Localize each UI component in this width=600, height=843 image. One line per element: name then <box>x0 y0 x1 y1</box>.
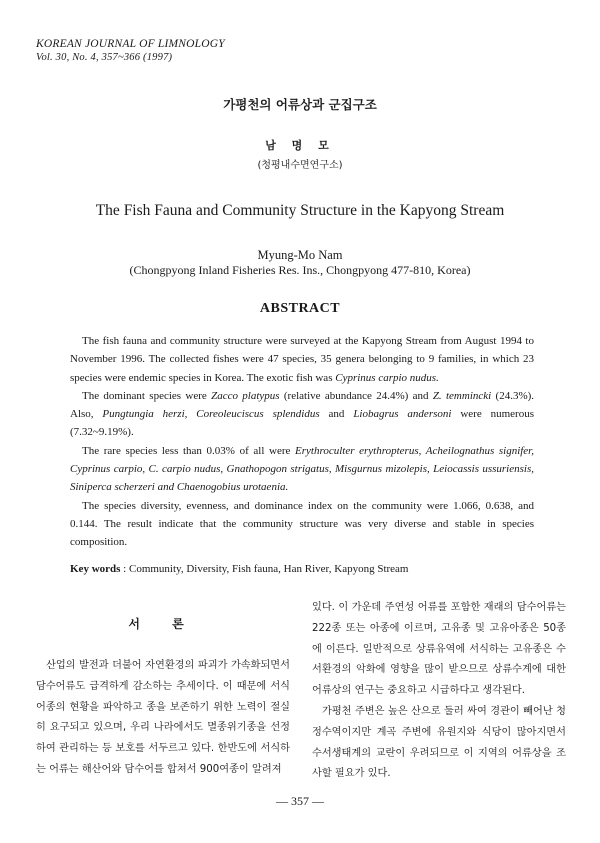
abstract-p1-text: The fish fauna and community structure were surveyed at the Kapyong Stream from August 1994 to November 1996. The collected fishes were 47 species, 35 genera belonging to 9 families, in which 23 species were endemic species in Korea. The exotic fish was <box>70 335 534 384</box>
english-affiliation: (Chongpyong Inland Fisheries Res. Ins., Chongpyong 477-810, Korea) <box>129 263 471 277</box>
abstract-paragraph-3 <box>70 442 534 497</box>
abstract-p3-a: The rare species less than 0.03% of all were <box>82 444 291 457</box>
abstract-paragraph-2 <box>70 387 534 442</box>
abstract-p2-d: Z. temmincki <box>432 389 492 402</box>
intro-right-paragraph-1: 있다. 이 가운데 주연성 어류를 포함한 재래의 담수어류는 222종 또는 아종에 이르며, 고유종 및 고유아종은 50종에 이른다. 일반적으로 상류유역에 서식하는 고유종은 수서환경의 악화에 영향을 많이 받으므로 상류수계에 대한 어류상의 연구는 중요하고 시급하다고 생각된다. <box>312 602 566 697</box>
abstract-p2-c: (relative abundance 24.4%) and <box>283 389 429 402</box>
journal-name: KOREAN JOURNAL OF LIMNOLOGY <box>36 38 225 50</box>
korean-author: 남 명 모 <box>265 139 335 152</box>
abstract-body <box>70 332 534 552</box>
journal-header <box>36 37 225 65</box>
korean-title: 가평천의 어류상과 군집구조 <box>223 97 377 112</box>
abstract-p2-f: Pungtungia herzi, Coreoleuciscus splendidus <box>102 408 320 421</box>
abstract-paragraph-1 <box>70 332 534 387</box>
intro-left-paragraph: 산업의 발전과 더불어 자연환경의 파괴가 가속화되면서 담수어류도 급격하게 감소하는 추세이다. 이 때문에 서식 어종의 현황을 파악하고 종을 보존하기 위한 노력이 절실히 요구되고 있으며, 우리 나라에서도 멸종위기종을 선정하여 관리하는 등 보호를 서두르고 있다. 한반도에 서식하는 어류는 해산어와 담수어를 합쳐서 900여종이 알려져 <box>36 660 290 775</box>
abstract-heading: ABSTRACT <box>259 301 341 316</box>
abstract-p3-b: Erythroculter erythropterus, Acheilognathus signifer, Cyprinus carpio, C. carpio nudus, Gnathopogon strigatus, Misgurnus mizolepis, Leiocassis ussuriensis, Siniperca scherzeri and Chaenogobius urotaenia. <box>70 444 534 494</box>
abstract-p2-a: The dominant species were <box>82 389 207 402</box>
introduction-heading: 서 론 <box>128 617 198 631</box>
right-column <box>312 598 566 785</box>
english-author: Myung-Mo Nam <box>257 248 343 262</box>
journal-citation: Vol. 30, No. 4, 357~366 (1997) <box>36 52 173 63</box>
page-number: — 357 — <box>276 794 324 808</box>
abstract-p2-e: (24.3%). Also, <box>70 389 535 421</box>
intro-right-paragraph-2: 가평천 주변은 높은 산으로 둘러 싸여 경관이 빼어난 청정수역이지만 계곡 주변에 유원지와 식당이 많아지면서 수서생태계의 교란이 우려되므로 이 지역의 어류상을 조사할 필요가 있다. <box>312 705 566 780</box>
abstract-p2-h: Liobagrus andersoni <box>353 408 452 421</box>
keywords-text: : Community, Diversity, Fish fauna, Han River, Kapyong Stream <box>120 563 409 575</box>
keywords <box>70 561 540 577</box>
abstract-p1-species: Cyprinus carpio nudus. <box>335 371 439 384</box>
english-title: The Fish Fauna and Community Structure in the Kapyong Stream <box>95 202 505 219</box>
abstract-paragraph-4: The species diversity, evenness, and dominance index on the community were 1.066, 0.638, and 0.144. The result indicate that the community structure was very diverse and stable in species composition. <box>70 499 534 549</box>
abstract-p2-i: were numerous (7.32~9.19%). <box>70 408 534 439</box>
abstract-p2-g: and <box>328 408 345 421</box>
korean-affiliation: (청평내수면연구소) <box>257 160 343 171</box>
left-column <box>36 656 290 781</box>
keywords-label: Key words <box>70 563 121 575</box>
abstract-p2-b: Zacco platypus <box>211 389 280 402</box>
